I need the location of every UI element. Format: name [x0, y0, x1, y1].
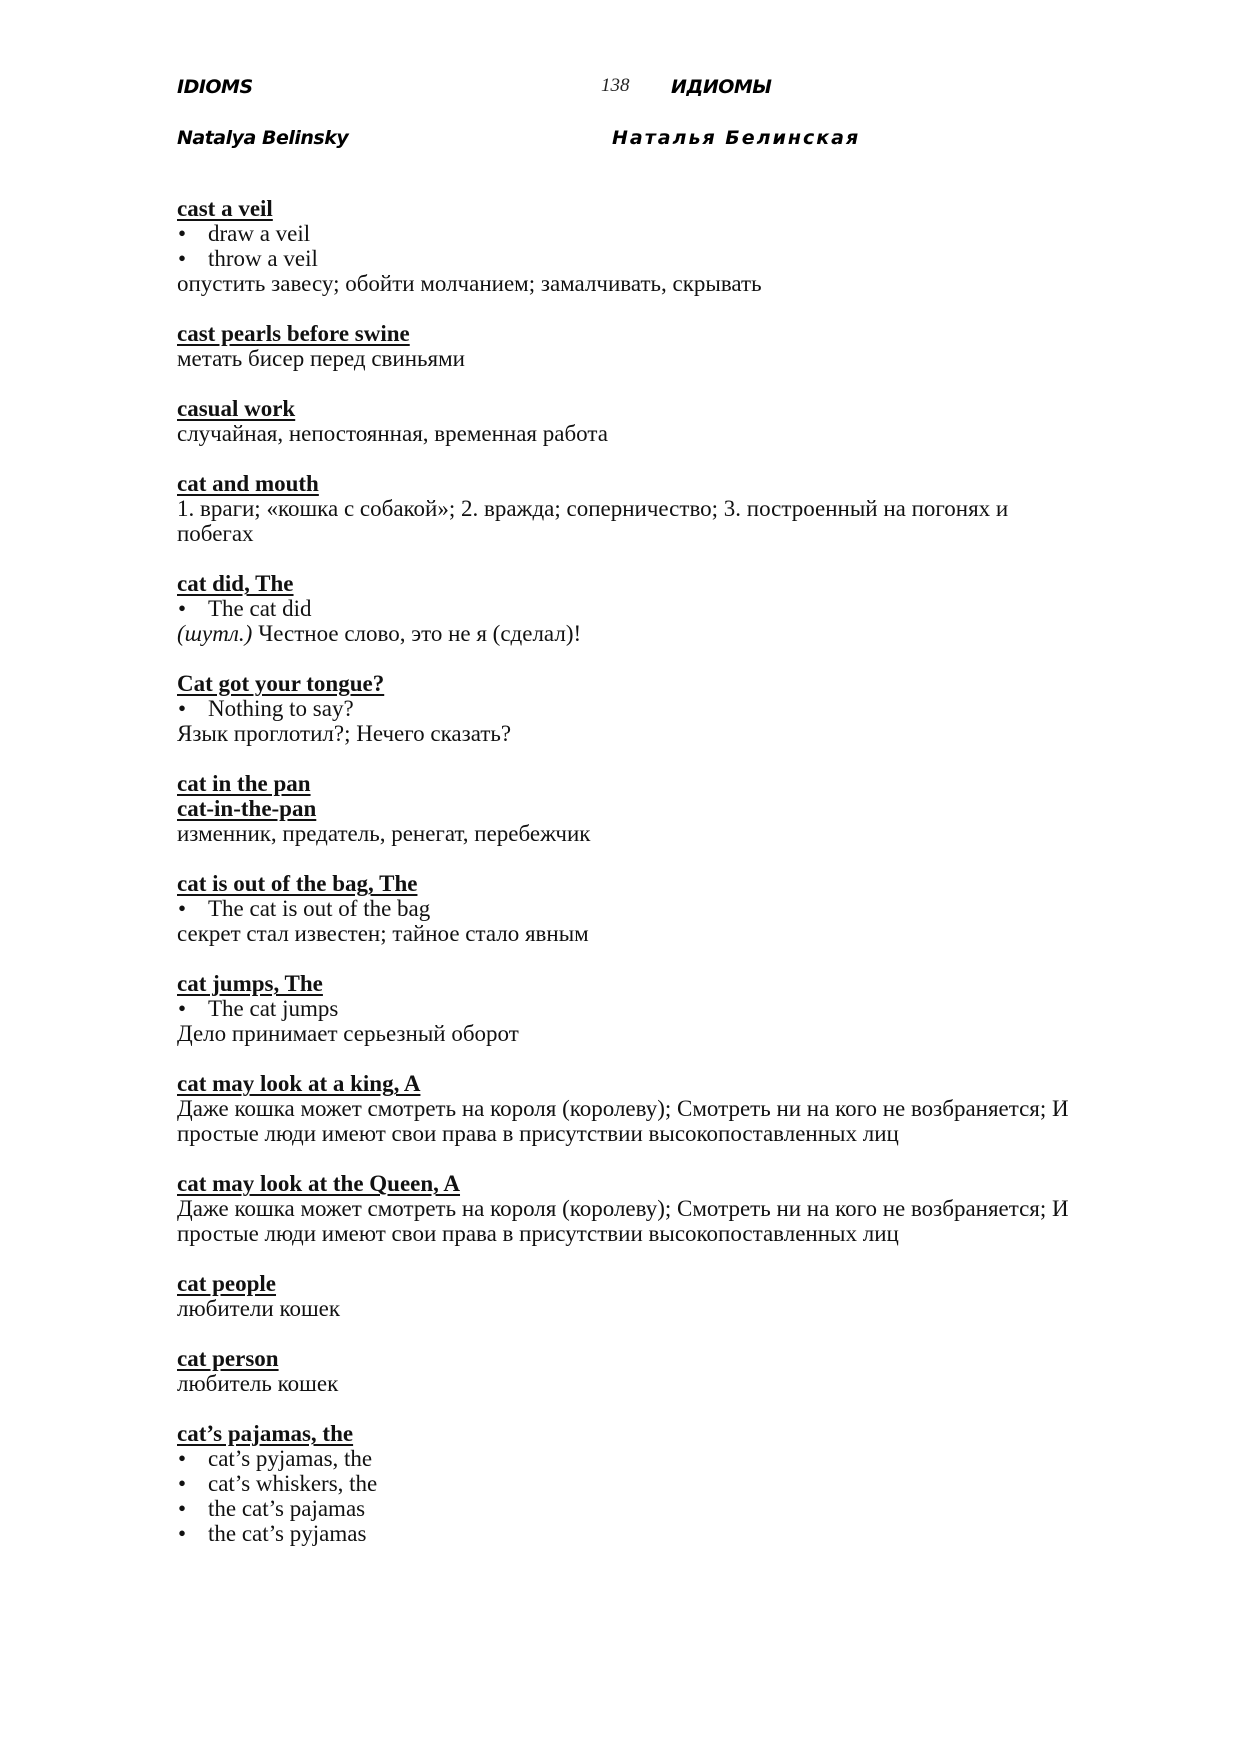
idiom-term: cat may look at the Queen, A	[177, 1171, 461, 1196]
idiom-term: cat may look at a king, A	[177, 1071, 421, 1096]
idiom-entry	[177, 1271, 1077, 1321]
translation-text: Даже кошка может смотреть на короля (королеву); Смотреть ни на кого не возбраняется; И простые люди имеют свои права в присутствии высокопоставленных лиц	[177, 1196, 1069, 1246]
bullet-icon: •	[178, 596, 187, 621]
idiom-term: cast a veil	[177, 196, 273, 221]
translation-text: Честное слово, это не я (сделал)!	[258, 621, 582, 646]
idiom-term: cat jumps, The	[177, 971, 323, 996]
translation-text: 1. враги; «кошка с собакой»; 2. вражда; соперничество; 3. построенный на погонях и побегах	[177, 496, 1009, 546]
idiom-entry	[177, 671, 1077, 746]
variant-text: throw a veil	[208, 246, 318, 271]
translation-text: любитель кошек	[177, 1371, 339, 1396]
variant-text: draw a veil	[208, 221, 311, 246]
idiom-entry	[177, 396, 1077, 446]
idiom-term: cat person	[177, 1346, 279, 1371]
variant-text: cat’s pyjamas, the	[208, 1446, 373, 1471]
bullet-icon: •	[178, 221, 187, 246]
variant-text: the cat’s pajamas	[208, 1496, 366, 1521]
bullet-icon: •	[178, 996, 187, 1021]
translation-text: Язык проглотил?; Нечего сказать?	[177, 721, 512, 746]
translation-line	[177, 1371, 1077, 1396]
idiom-term: cat did, The	[177, 571, 294, 596]
idiom-term: cat-in-the-pan	[177, 796, 317, 821]
translation-text: любители кошек	[177, 1296, 341, 1321]
translation-line	[177, 421, 1077, 446]
variant-text: The cat is out of the bag	[208, 896, 431, 921]
variant-text: The cat jumps	[208, 996, 339, 1021]
idiom-entry	[177, 571, 1077, 646]
usage-note: (шутл.)	[177, 621, 253, 646]
translation-text: изменник, предатель, ренегат, перебежчик	[177, 821, 591, 846]
idiom-term: cat and mouth	[177, 471, 319, 496]
bullet-icon: •	[178, 1446, 187, 1471]
idiom-term: cat people	[177, 1271, 277, 1296]
idiom-entry	[177, 871, 1077, 946]
bullet-icon: •	[178, 896, 187, 921]
idiom-entry	[177, 1346, 1077, 1396]
idiom-entry	[177, 321, 1077, 371]
translation-line	[177, 1096, 1077, 1146]
bullet-icon: •	[178, 696, 187, 721]
translation-text: метать бисер перед свиньями	[177, 346, 465, 371]
header-left-title: IDIOMS	[177, 76, 253, 98]
header-right-title: ИДИОМЫ	[671, 76, 772, 98]
translation-text: секрет стал известен; тайное стало явным	[177, 921, 589, 946]
idiom-term: cat’s pajamas, the	[177, 1421, 354, 1446]
translation-text: опустить завесу; обойти молчанием; замалчивать, скрывать	[177, 271, 762, 296]
translation-line	[177, 1296, 1077, 1321]
translation-line	[177, 921, 1077, 946]
idiom-entry	[177, 1171, 1077, 1246]
page-number: 138	[601, 75, 630, 96]
translation-line	[177, 721, 1077, 746]
idiom-term: cat in the pan	[177, 771, 311, 796]
variant-text: cat’s whiskers, the	[208, 1471, 378, 1496]
idiom-entry	[177, 971, 1077, 1046]
variant-item	[177, 596, 1077, 621]
bullet-icon: •	[178, 1496, 187, 1521]
header-right-author: Наталья Белинская	[612, 127, 861, 149]
idiom-entry	[177, 1071, 1077, 1146]
translation-line	[177, 821, 1077, 846]
variant-text: Nothing to say?	[208, 696, 354, 721]
variant-item	[177, 996, 1077, 1021]
idiom-entry	[177, 471, 1077, 546]
idiom-term: cast pearls before swine	[177, 321, 410, 346]
translation-text: случайная, непостоянная, временная работа	[177, 421, 608, 446]
header-left-author: Natalya Belinsky	[177, 127, 349, 149]
variant-item	[177, 896, 1077, 921]
variant-item	[177, 1446, 1077, 1471]
idiom-term: cat is out of the bag, The	[177, 871, 418, 896]
variant-text: the cat’s pyjamas	[208, 1521, 367, 1546]
translation-line	[177, 1196, 1077, 1246]
translation-line	[177, 271, 1077, 296]
translation-line	[177, 621, 1077, 646]
translation-text: Дело принимает серьезный оборот	[177, 1021, 519, 1046]
idiom-term: casual work	[177, 396, 296, 421]
idiom-entry	[177, 1421, 1077, 1546]
variant-item	[177, 696, 1077, 721]
bullet-icon: •	[178, 246, 187, 271]
variant-item	[177, 246, 1077, 271]
idiom-entry	[177, 771, 1077, 846]
variant-item	[177, 221, 1077, 246]
idiom-entry	[177, 196, 1077, 296]
translation-line	[177, 346, 1077, 371]
translation-line	[177, 496, 1077, 546]
variant-item	[177, 1471, 1077, 1496]
bullet-icon: •	[178, 1521, 187, 1546]
variant-text: The cat did	[208, 596, 312, 621]
idiom-term: Cat got your tongue?	[177, 671, 385, 696]
variant-item	[177, 1521, 1077, 1546]
translation-line	[177, 1021, 1077, 1046]
variant-item	[177, 1496, 1077, 1521]
bullet-icon: •	[178, 1471, 187, 1496]
translation-text: Даже кошка может смотреть на короля (королеву); Смотреть ни на кого не возбраняется; И простые люди имеют свои права в присутствии высокопоставленных лиц	[177, 1096, 1069, 1146]
idiom-entry-list	[177, 196, 1077, 1571]
